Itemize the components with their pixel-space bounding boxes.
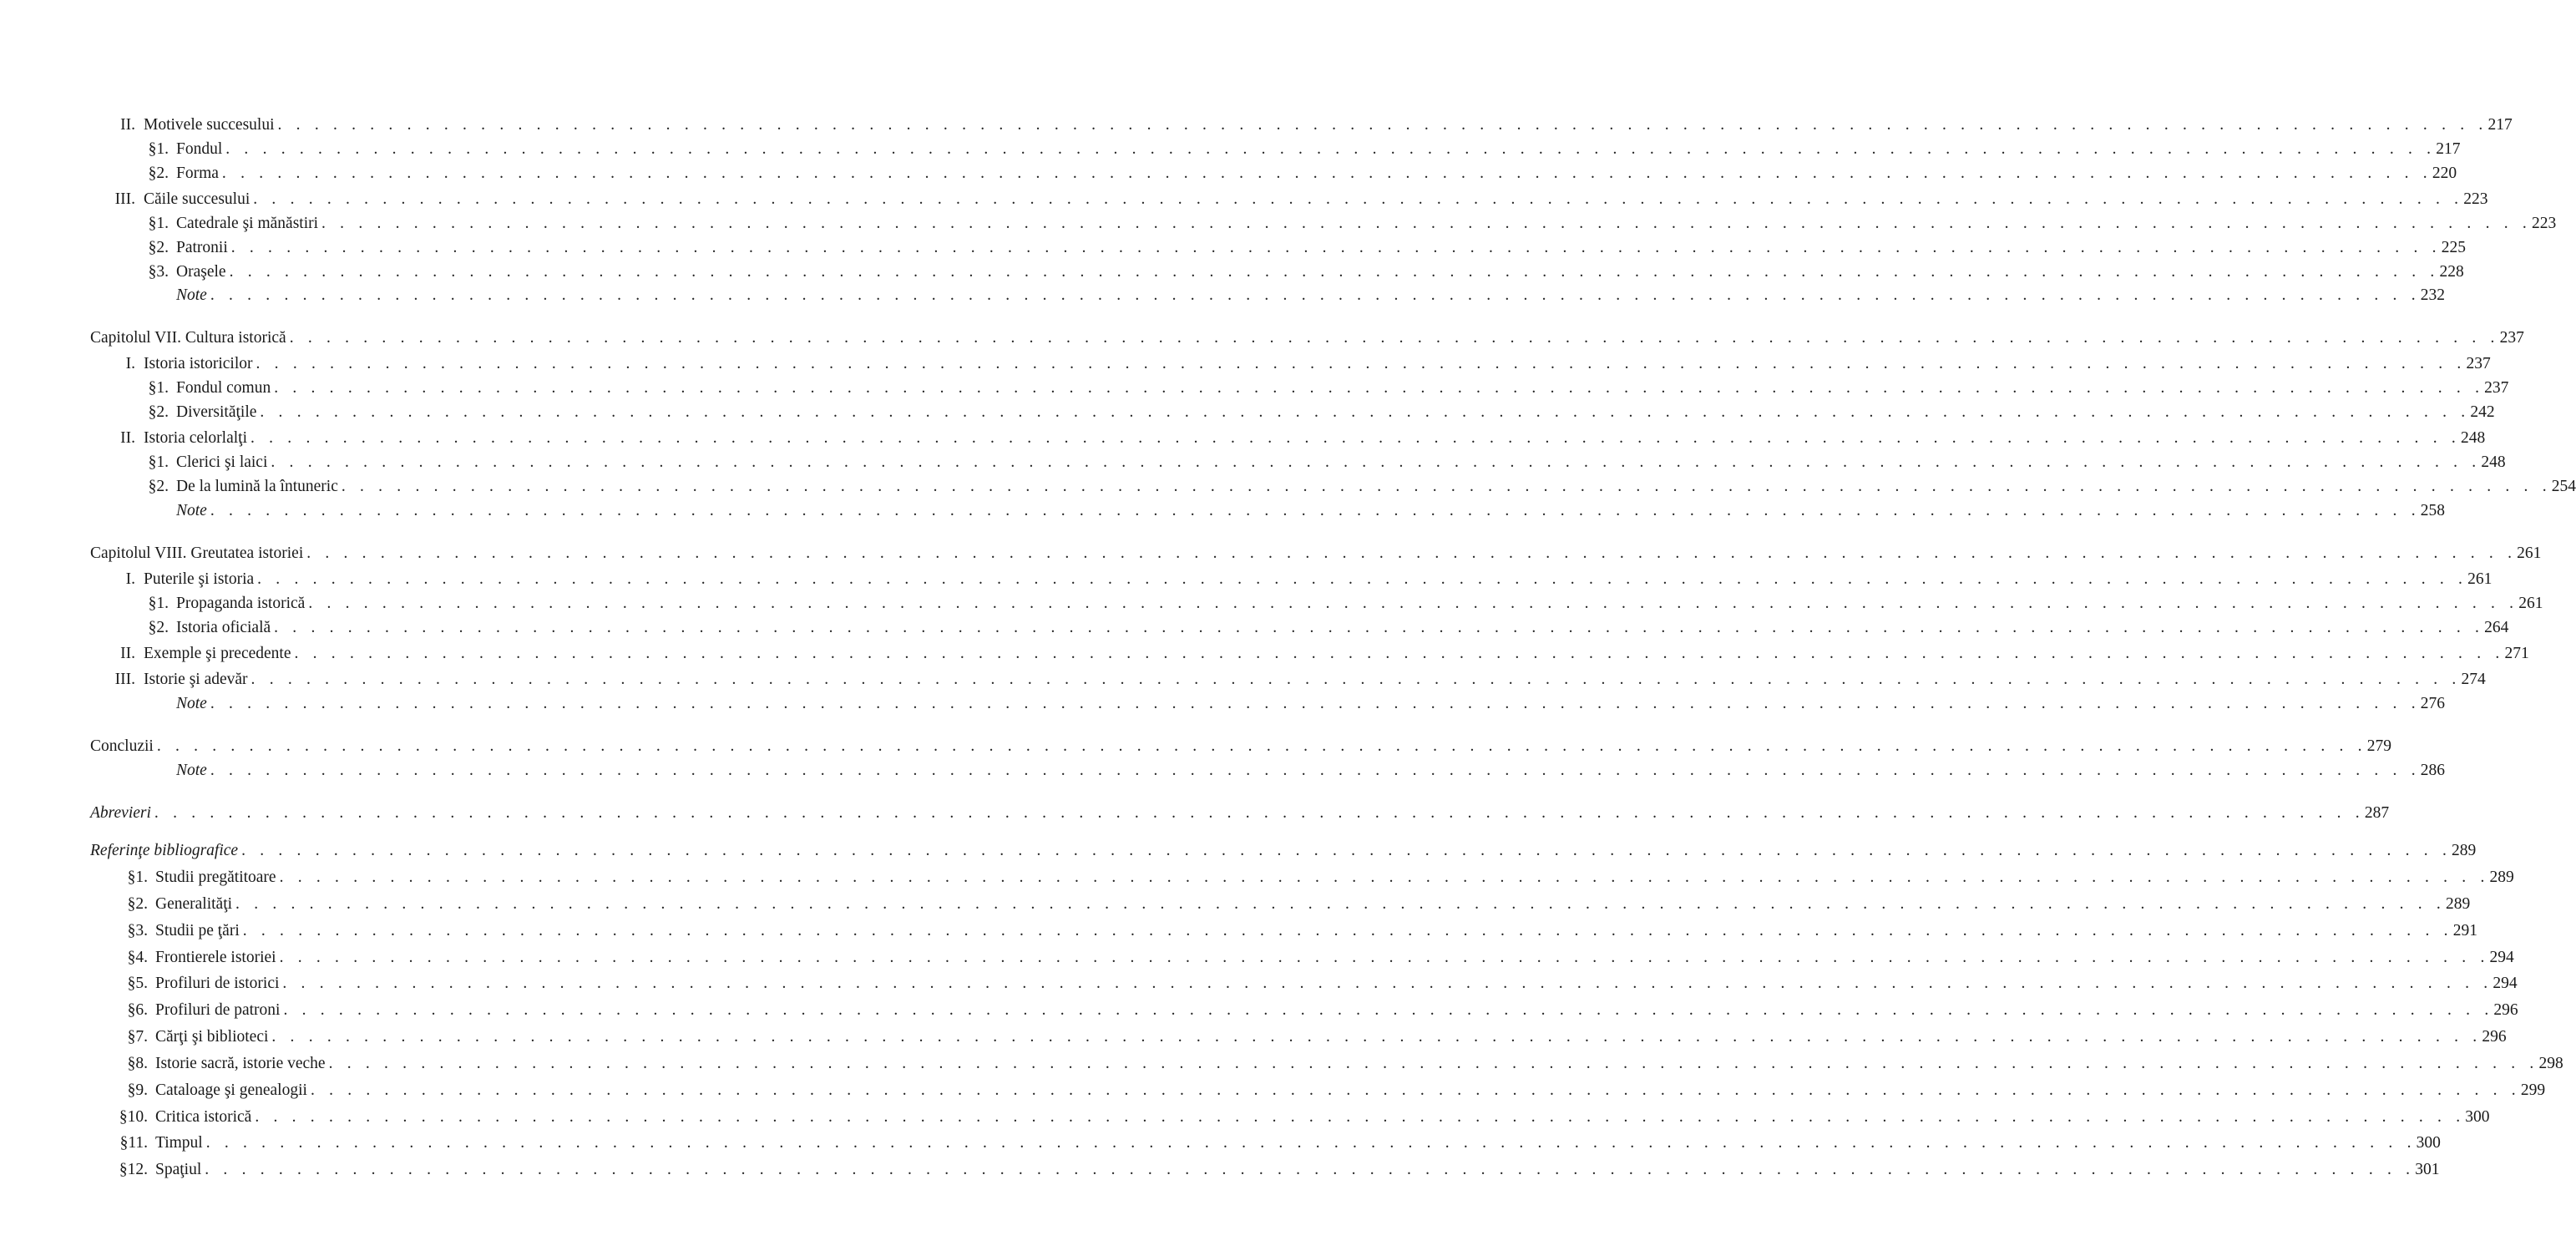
toc-entry-number: §3. bbox=[127, 922, 148, 939]
toc-entry[interactable] bbox=[0, 946, 2514, 970]
toc-entry-title: Patronii bbox=[176, 236, 231, 260]
toc-entry-page-number: 298 bbox=[2539, 1052, 2563, 1076]
dot-leader: . . . . . . . . . . . . . . . . . . . . . . . . . . . . . . . . . . . . . . . . . . . . . . . . . . . . . . . . . . . . . . . . . . . . . . . . . . . . . . . . . . . . . . . . . . . . . . . . . . . . . . . . . . . . . . . . . . . . . . . . bbox=[221, 165, 2432, 182]
dot-leader: . . . . . . . . . . . . . . . . . . . . . . . . . . . . . . . . . . . . . . . . . . . . . . . . . . . . . . . . . . . . . . . . . . . . . . . . . . . . . . . . . . . . . . . . . . . . . . . . . . . . . . . . . . . . . . . . . . . . . . . . bbox=[154, 804, 2365, 822]
toc-entry-page-number: 258 bbox=[2421, 499, 2445, 523]
toc-entry-number: §9. bbox=[127, 1081, 148, 1099]
dot-leader: . . . . . . . . . . . . . . . . . . . . . . . . . . . . . . . . . . . . . . . . . . . . . . . . . . . . . . . . . . . . . . . . . . . . . . . . . . . . . . . . . . . . . . . . . . . . . . . . . . . . . . . . . . . . . . . . . . . . . . . . bbox=[306, 544, 2518, 562]
toc-entry-page-number: 271 bbox=[2504, 642, 2528, 666]
dot-leader: . . . . . . . . . . . . . . . . . . . . . . . . . . . . . . . . . . . . . . . . . . . . . . . . . . . . . . . . . . . . . . . . . . . . . . . . . . . . . . . . . . . . . . . . . . . . . . . . . . . . . . . . . . . . . . . . . . . . . . . . bbox=[257, 570, 2468, 588]
toc-entry-title: Timpul bbox=[155, 1132, 206, 1155]
toc-entry-page-number: 223 bbox=[2532, 212, 2556, 236]
toc-entry-title: Exemple şi precedente bbox=[144, 642, 295, 666]
toc-entry-page-number: 289 bbox=[2490, 866, 2514, 889]
toc-entry-title: Forma bbox=[176, 162, 222, 185]
toc-entry[interactable] bbox=[0, 592, 2543, 615]
toc-entry-page-number: 286 bbox=[2421, 759, 2445, 782]
toc-entry-title: De la lumină la întuneric bbox=[176, 475, 342, 499]
toc-entry[interactable] bbox=[0, 401, 2495, 424]
dot-leader: . . . . . . . . . . . . . . . . . . . . . . . . . . . . . . . . . . . . . . . . . . . . . . . . . . . . . . . . . . . . . . . . . . . . . . . . . . . . . . . . . . . . . . . . . . . . . . . . . . . . . . . . . . . . . . . . . . . . . . . . bbox=[279, 949, 2490, 966]
toc-entry-page-number: 274 bbox=[2461, 668, 2485, 691]
toc-entry-title: Studii pregătitoare bbox=[155, 866, 280, 889]
toc-entry-title: Studii pe ţări bbox=[155, 919, 243, 943]
dot-leader: . . . . . . . . . . . . . . . . . . . . . . . . . . . . . . . . . . . . . . . . . . . . . . . . . . . . . . . . . . . . . . . . . . . . . . . . . . . . . . . . . . . . . . . . . . . . . . . . . . . . . . . . . . . . . . . . . . . . . . . . bbox=[210, 762, 2421, 779]
toc-entry-title: Cataloage şi genealogii bbox=[155, 1079, 311, 1102]
toc-entry[interactable] bbox=[0, 284, 2446, 307]
toc-entry-number: §2. bbox=[148, 165, 169, 182]
toc-entry-page-number: 296 bbox=[2493, 999, 2518, 1022]
dot-leader: . . . . . . . . . . . . . . . . . . . . . . . . . . . . . . . . . . . . . . . . . . . . . . . . . . . . . . . . . . . . . . . . . . . . . . . . . . . . . . . . . . . . . . . . . . . . . . . . . . . . . . . . . . . . . . . . . . . . . . . . bbox=[274, 379, 2485, 397]
toc-entry-number: §1. bbox=[148, 379, 169, 397]
toc-entry[interactable] bbox=[0, 616, 2509, 640]
toc-entry-title: Profiluri de patroni bbox=[155, 999, 283, 1022]
toc-entry-title: Capitolul VIII. Greutatea istoriei bbox=[90, 542, 306, 565]
dot-leader: . . . . . . . . . . . . . . . . . . . . . . . . . . . . . . . . . . . . . . . . . . . . . . . . . . . . . . . . . . . . . . . . . . . . . . . . . . . . . . . . . . . . . . . . . . . . . . . . . . . . . . . . . . . . . . . . . . . . . . . . bbox=[271, 453, 2482, 471]
toc-entry-page-number: 248 bbox=[2481, 451, 2505, 474]
toc-entry-title: Istoria oficială bbox=[176, 616, 274, 640]
dot-leader: . . . . . . . . . . . . . . . . . . . . . . . . . . . . . . . . . . . . . . . . . . . . . . . . . . . . . . . . . . . . . . . . . . . . . . . . . . . . . . . . . . . . . . . . . . . . . . . . . . . . . . . . . . . . . . . . . . . . . . . . bbox=[241, 842, 2452, 859]
toc-entry[interactable] bbox=[0, 114, 2513, 137]
toc-entry-number: §12. bbox=[119, 1161, 148, 1178]
toc-entry-page-number: 261 bbox=[2518, 592, 2543, 615]
toc-entry-page-number: 294 bbox=[2490, 946, 2514, 970]
toc-entry-page-number: 228 bbox=[2440, 261, 2464, 284]
toc-entry[interactable] bbox=[0, 919, 2477, 943]
dot-leader: . . . . . . . . . . . . . . . . . . . . . . . . . . . . . . . . . . . . . . . . . . . . . . . . . . . . . . . . . . . . . . . . . . . . . . . . . . . . . . . . . . . . . . . . . . . . . . . . . . . . . . . . . . . . . . . . . . . . . . . . bbox=[279, 869, 2490, 886]
toc-entry-number: I. bbox=[125, 570, 135, 588]
toc-entry-page-number: 300 bbox=[2465, 1106, 2489, 1129]
toc-entry-number: §2. bbox=[127, 895, 148, 913]
toc-entry-title: Puterile şi istoria bbox=[144, 568, 257, 591]
toc-entry-page-number: 220 bbox=[2432, 162, 2457, 185]
toc-entry-number: §7. bbox=[127, 1028, 148, 1046]
dot-leader: . . . . . . . . . . . . . . . . . . . . . . . . . . . . . . . . . . . . . . . . . . . . . . . . . . . . . . . . . . . . . . . . . . . . . . . . . . . . . . . . . . . . . . . . . . . . . . . . . . . . . . . . . . . . . . . . . . . . . . . . bbox=[230, 239, 2442, 256]
toc-entry-title: Oraşele bbox=[176, 261, 230, 284]
toc-entry-page-number: 232 bbox=[2421, 284, 2445, 307]
toc-entry-number: II. bbox=[120, 645, 135, 662]
toc-entry-number: I. bbox=[125, 355, 135, 372]
dot-leader: . . . . . . . . . . . . . . . . . . . . . . . . . . . . . . . . . . . . . . . . . . . . . . . . . . . . . . . . . . . . . . . . . . . . . . . . . . . . . . . . . . . . . . . . . . . . . . . . . . . . . . . . . . . . . . . . . . . . . . . . bbox=[283, 1001, 2494, 1019]
dot-leader: . . . . . . . . . . . . . . . . . . . . . . . . . . . . . . . . . . . . . . . . . . . . . . . . . . . . . . . . . . . . . . . . . . . . . . . . . . . . . . . . . . . . . . . . . . . . . . . . . . . . . . . . . . . . . . . . . . . . . . . . bbox=[277, 116, 2488, 134]
dot-leader: . . . . . . . . . . . . . . . . . . . . . . . . . . . . . . . . . . . . . . . . . . . . . . . . . . . . . . . . . . . . . . . . . . . . . . . . . . . . . . . . . . . . . . . . . . . . . . . . . . . . . . . . . . . . . . . . . . . . . . . . bbox=[210, 695, 2421, 712]
dot-leader: . . . . . . . . . . . . . . . . . . . . . . . . . . . . . . . . . . . . . . . . . . . . . . . . . . . . . . . . . . . . . . . . . . . . . . . . . . . . . . . . . . . . . . . . . . . . . . . . . . . . . . . . . . . . . . . . . . . . . . . . bbox=[225, 140, 2437, 158]
toc-entry-page-number: 217 bbox=[2487, 114, 2512, 137]
toc-entry[interactable] bbox=[0, 802, 2390, 825]
toc-entry-title: Critica istorică bbox=[155, 1106, 255, 1129]
toc-entry-title: Note bbox=[176, 499, 210, 523]
toc-entry-title: Fondul bbox=[176, 138, 225, 161]
toc-entry-page-number: 300 bbox=[2417, 1132, 2441, 1155]
toc-entry-number: §3. bbox=[148, 263, 169, 281]
toc-entry[interactable] bbox=[0, 692, 2446, 716]
toc-entry[interactable] bbox=[0, 735, 2392, 758]
toc-entry-page-number: 279 bbox=[2367, 735, 2391, 758]
toc-entry[interactable] bbox=[0, 866, 2514, 889]
toc-entry-number: §1. bbox=[148, 215, 169, 232]
toc-entry-page-number: 217 bbox=[2436, 138, 2460, 161]
toc-entry-title: Generalităţi bbox=[155, 893, 235, 916]
toc-entry-title: Referinţe bibliografice bbox=[90, 839, 241, 863]
toc-entry-number: II. bbox=[120, 116, 135, 134]
toc-entry-title: Note bbox=[176, 692, 210, 716]
toc-entry[interactable] bbox=[0, 1052, 2563, 1076]
toc-entry-page-number: 264 bbox=[2484, 616, 2508, 640]
toc-entry[interactable] bbox=[0, 1158, 2440, 1182]
dot-leader: . . . . . . . . . . . . . . . . . . . . . . . . . . . . . . . . . . . . . . . . . . . . . . . . . . . . . . . . . . . . . . . . . . . . . . . . . . . . . . . . . . . . . . . . . . . . . . . . . . . . . . . . . . . . . . . . . . . . . . . . bbox=[271, 1028, 2482, 1046]
toc-entry-number: §4. bbox=[127, 949, 148, 966]
toc-entry-number: III. bbox=[114, 671, 135, 688]
dot-leader: . . . . . . . . . . . . . . . . . . . . . . . . . . . . . . . . . . . . . . . . . . . . . . . . . . . . . . . . . . . . . . . . . . . . . . . . . . . . . . . . . . . . . . . . . . . . . . . . . . . . . . . . . . . . . . . . . . . . . . . . bbox=[251, 429, 2461, 447]
toc-entry-number: III. bbox=[114, 190, 135, 208]
toc-entry-page-number: 254 bbox=[2552, 475, 2576, 499]
toc-entry-number: II. bbox=[120, 429, 135, 447]
toc-entry-title: Clerici şi laici bbox=[176, 451, 271, 474]
toc-entry-title: Capitolul VII. Cultura istorică bbox=[90, 327, 290, 350]
toc-entry-title: Frontierele istoriei bbox=[155, 946, 280, 970]
toc-entry-page-number: 276 bbox=[2421, 692, 2445, 716]
toc-entry[interactable] bbox=[0, 236, 2466, 260]
toc-entry-page-number: 237 bbox=[2484, 377, 2508, 400]
toc-entry[interactable] bbox=[0, 327, 2524, 350]
dot-leader: . . . . . . . . . . . . . . . . . . . . . . . . . . . . . . . . . . . . . . . . . . . . . . . . . . . . . . . . . . . . . . . . . . . . . . . . . . . . . . . . . . . . . . . . . . . . . . . . . . . . . . . . . . . . . . . . . . . . . . . . bbox=[321, 215, 2532, 232]
toc-entry[interactable] bbox=[0, 542, 2542, 565]
toc-entry-number: §8. bbox=[127, 1055, 148, 1072]
toc-entry[interactable] bbox=[0, 427, 2486, 450]
toc-entry-page-number: 294 bbox=[2492, 972, 2517, 995]
toc-entry-number: §1. bbox=[148, 140, 169, 158]
toc-entry-title: Note bbox=[176, 759, 210, 782]
dot-leader: . . . . . . . . . . . . . . . . . . . . . . . . . . . . . . . . . . . . . . . . . . . . . . . . . . . . . . . . . . . . . . . . . . . . . . . . . . . . . . . . . . . . . . . . . . . . . . . . . . . . . . . . . . . . . . . . . . . . . . . . bbox=[253, 190, 2464, 208]
toc-entry[interactable] bbox=[0, 352, 2491, 376]
dot-leader: . . . . . . . . . . . . . . . . . . . . . . . . . . . . . . . . . . . . . . . . . . . . . . . . . . . . . . . . . . . . . . . . . . . . . . . . . . . . . . . . . . . . . . . . . . . . . . . . . . . . . . . . . . . . . . . . . . . . . . . . bbox=[251, 671, 2462, 688]
dot-leader: . . . . . . . . . . . . . . . . . . . . . . . . . . . . . . . . . . . . . . . . . . . . . . . . . . . . . . . . . . . . . . . . . . . . . . . . . . . . . . . . . . . . . . . . . . . . . . . . . . . . . . . . . . . . . . . . . . . . . . . . bbox=[260, 403, 2471, 421]
toc-entry-page-number: 299 bbox=[2521, 1079, 2545, 1102]
dot-leader: . . . . . . . . . . . . . . . . . . . . . . . . . . . . . . . . . . . . . . . . . . . . . . . . . . . . . . . . . . . . . . . . . . . . . . . . . . . . . . . . . . . . . . . . . . . . . . . . . . . . . . . . . . . . . . . . . . . . . . . . bbox=[274, 619, 2485, 636]
toc-entry-title: Propaganda istorică bbox=[176, 592, 308, 615]
toc-entry[interactable] bbox=[0, 1132, 2441, 1155]
toc-entry[interactable] bbox=[0, 972, 2518, 995]
toc-entry[interactable] bbox=[0, 1106, 2490, 1129]
toc-entry-page-number: 237 bbox=[2500, 327, 2524, 350]
toc-entry-title: Profiluri de istorici bbox=[155, 972, 282, 995]
toc-entry-number: §2. bbox=[148, 239, 169, 256]
toc-entry[interactable] bbox=[0, 499, 2446, 523]
dot-leader: . . . . . . . . . . . . . . . . . . . . . . . . . . . . . . . . . . . . . . . . . . . . . . . . . . . . . . . . . . . . . . . . . . . . . . . . . . . . . . . . . . . . . . . . . . . . . . . . . . . . . . . . . . . . . . . . . . . . . . . . bbox=[256, 355, 2467, 372]
toc-entry[interactable] bbox=[0, 162, 2457, 185]
toc-entry[interactable] bbox=[0, 642, 2529, 666]
toc-entry[interactable] bbox=[0, 261, 2464, 284]
toc-entry[interactable] bbox=[0, 839, 2477, 863]
toc-entry-title: Căile succesului bbox=[144, 188, 253, 211]
toc-entry[interactable] bbox=[0, 138, 2461, 161]
toc-entry-number: §11. bbox=[119, 1134, 148, 1152]
dot-leader: . . . . . . . . . . . . . . . . . . . . . . . . . . . . . . . . . . . . . . . . . . . . . . . . . . . . . . . . . . . . . . . . . . . . . . . . . . . . . . . . . . . . . . . . . . . . . . . . . . . . . . . . . . . . . . . . . . . . . . . . bbox=[341, 478, 2552, 495]
toc-entry-title: Istoria istoricilor bbox=[144, 352, 256, 376]
toc-entry-number: §10. bbox=[119, 1108, 148, 1126]
toc-entry[interactable] bbox=[0, 893, 2471, 916]
toc-entry[interactable] bbox=[0, 188, 2488, 211]
toc-entry-number: §6. bbox=[127, 1001, 148, 1019]
toc-entry-number: §1. bbox=[127, 869, 148, 886]
toc-entry-page-number: 237 bbox=[2466, 352, 2490, 376]
dot-leader: . . . . . . . . . . . . . . . . . . . . . . . . . . . . . . . . . . . . . . . . . . . . . . . . . . . . . . . . . . . . . . . . . . . . . . . . . . . . . . . . . . . . . . . . . . . . . . . . . . . . . . . . . . . . . . . . . . . . . . . . bbox=[289, 329, 2500, 347]
toc-entry-page-number: 287 bbox=[2365, 802, 2389, 825]
toc-entry-page-number: 248 bbox=[2461, 427, 2485, 450]
toc-entry-page-number: 225 bbox=[2442, 236, 2466, 260]
toc-entry-page-number: 261 bbox=[2517, 542, 2541, 565]
toc-entry-number: §2. bbox=[148, 619, 169, 636]
toc-entry-title: Diversităţile bbox=[176, 401, 260, 424]
toc-entry[interactable] bbox=[0, 568, 2492, 591]
dot-leader: . . . . . . . . . . . . . . . . . . . . . . . . . . . . . . . . . . . . . . . . . . . . . . . . . . . . . . . . . . . . . . . . . . . . . . . . . . . . . . . . . . . . . . . . . . . . . . . . . . . . . . . . . . . . . . . . . . . . . . . . bbox=[242, 922, 2453, 939]
dot-leader: . . . . . . . . . . . . . . . . . . . . . . . . . . . . . . . . . . . . . . . . . . . . . . . . . . . . . . . . . . . . . . . . . . . . . . . . . . . . . . . . . . . . . . . . . . . . . . . . . . . . . . . . . . . . . . . . . . . . . . . . bbox=[205, 1134, 2417, 1152]
toc-entry-page-number: 296 bbox=[2482, 1026, 2506, 1049]
toc-entry-page-number: 289 bbox=[2446, 893, 2470, 916]
toc-entry-page-number: 261 bbox=[2467, 568, 2492, 591]
toc-entry-title: Note bbox=[176, 284, 210, 307]
dot-leader: . . . . . . . . . . . . . . . . . . . . . . . . . . . . . . . . . . . . . . . . . . . . . . . . . . . . . . . . . . . . . . . . . . . . . . . . . . . . . . . . . . . . . . . . . . . . . . . . . . . . . . . . . . . . . . . . . . . . . . . . bbox=[294, 645, 2505, 662]
dot-leader: . . . . . . . . . . . . . . . . . . . . . . . . . . . . . . . . . . . . . . . . . . . . . . . . . . . . . . . . . . . . . . . . . . . . . . . . . . . . . . . . . . . . . . . . . . . . . . . . . . . . . . . . . . . . . . . . . . . . . . . . bbox=[328, 1055, 2539, 1072]
toc-entry-number: §1. bbox=[148, 453, 169, 471]
dot-leader: . . . . . . . . . . . . . . . . . . . . . . . . . . . . . . . . . . . . . . . . . . . . . . . . . . . . . . . . . . . . . . . . . . . . . . . . . . . . . . . . . . . . . . . . . . . . . . . . . . . . . . . . . . . . . . . . . . . . . . . . bbox=[308, 595, 2519, 612]
toc-entry-page-number: 242 bbox=[2470, 401, 2494, 424]
toc-entry-title: Spaţiul bbox=[155, 1158, 205, 1182]
toc-entry-title: Concluzii bbox=[90, 735, 157, 758]
toc-entry[interactable] bbox=[0, 999, 2518, 1022]
toc-entry[interactable] bbox=[0, 668, 2486, 691]
toc-entry[interactable] bbox=[0, 759, 2446, 782]
toc-entry-page-number: 301 bbox=[2415, 1158, 2439, 1182]
toc-entry[interactable] bbox=[0, 377, 2509, 400]
toc-entry-number: §2. bbox=[148, 478, 169, 495]
toc-entry-title: Abrevieri bbox=[90, 802, 154, 825]
dot-leader: . . . . . . . . . . . . . . . . . . . . . . . . . . . . . . . . . . . . . . . . . . . . . . . . . . . . . . . . . . . . . . . . . . . . . . . . . . . . . . . . . . . . . . . . . . . . . . . . . . . . . . . . . . . . . . . . . . . . . . . . bbox=[210, 502, 2421, 519]
toc-entry-title: Cărţi şi biblioteci bbox=[155, 1026, 271, 1049]
dot-leader: . . . . . . . . . . . . . . . . . . . . . . . . . . . . . . . . . . . . . . . . . . . . . . . . . . . . . . . . . . . . . . . . . . . . . . . . . . . . . . . . . . . . . . . . . . . . . . . . . . . . . . . . . . . . . . . . . . . . . . . . bbox=[310, 1081, 2521, 1099]
toc-entry-title: Istorie sacră, istorie veche bbox=[155, 1052, 329, 1076]
toc-entry-title: Istoria celorlalţi bbox=[144, 427, 251, 450]
toc-entry-title: Istorie şi adevăr bbox=[144, 668, 251, 691]
dot-leader: . . . . . . . . . . . . . . . . . . . . . . . . . . . . . . . . . . . . . . . . . . . . . . . . . . . . . . . . . . . . . . . . . . . . . . . . . . . . . . . . . . . . . . . . . . . . . . . . . . . . . . . . . . . . . . . . . . . . . . . . bbox=[282, 975, 2493, 992]
toc-entry-title: Motivele succesului bbox=[144, 114, 278, 137]
toc-entry-title: Catedrale şi mănăstiri bbox=[176, 212, 321, 236]
toc-entry[interactable] bbox=[0, 451, 2506, 474]
dot-leader: . . . . . . . . . . . . . . . . . . . . . . . . . . . . . . . . . . . . . . . . . . . . . . . . . . . . . . . . . . . . . . . . . . . . . . . . . . . . . . . . . . . . . . . . . . . . . . . . . . . . . . . . . . . . . . . . . . . . . . . . bbox=[255, 1108, 2466, 1126]
dot-leader: . . . . . . . . . . . . . . . . . . . . . . . . . . . . . . . . . . . . . . . . . . . . . . . . . . . . . . . . . . . . . . . . . . . . . . . . . . . . . . . . . . . . . . . . . . . . . . . . . . . . . . . . . . . . . . . . . . . . . . . . bbox=[205, 1161, 2416, 1178]
toc-entry-number: §5. bbox=[127, 975, 148, 992]
toc-entry-title: Fondul comun bbox=[176, 377, 274, 400]
toc-entry-number: §1. bbox=[148, 595, 169, 612]
dot-leader: . . . . . . . . . . . . . . . . . . . . . . . . . . . . . . . . . . . . . . . . . . . . . . . . . . . . . . . . . . . . . . . . . . . . . . . . . . . . . . . . . . . . . . . . . . . . . . . . . . . . . . . . . . . . . . . . . . . . . . . . bbox=[229, 263, 2440, 281]
toc-entry[interactable] bbox=[0, 1026, 2507, 1049]
toc-entry[interactable] bbox=[0, 1079, 2546, 1102]
toc-entry-page-number: 223 bbox=[2463, 188, 2487, 211]
dot-leader: . . . . . . . . . . . . . . . . . . . . . . . . . . . . . . . . . . . . . . . . . . . . . . . . . . . . . . . . . . . . . . . . . . . . . . . . . . . . . . . . . . . . . . . . . . . . . . . . . . . . . . . . . . . . . . . . . . . . . . . . bbox=[210, 286, 2421, 304]
dot-leader: . . . . . . . . . . . . . . . . . . . . . . . . . . . . . . . . . . . . . . . . . . . . . . . . . . . . . . . . . . . . . . . . . . . . . . . . . . . . . . . . . . . . . . . . . . . . . . . . . . . . . . . . . . . . . . . . . . . . . . . . bbox=[235, 895, 2446, 913]
dot-leader: . . . . . . . . . . . . . . . . . . . . . . . . . . . . . . . . . . . . . . . . . . . . . . . . . . . . . . . . . . . . . . . . . . . . . . . . . . . . . . . . . . . . . . . . . . . . . . . . . . . . . . . . . . . . . . . . . . . . . . . . bbox=[156, 737, 2367, 755]
toc-entry-page-number: 291 bbox=[2453, 919, 2477, 943]
toc-entry-page-number: 289 bbox=[2452, 839, 2476, 863]
toc-entry[interactable] bbox=[0, 475, 2576, 499]
toc-entry-number: §2. bbox=[148, 403, 169, 421]
toc-entry[interactable] bbox=[0, 212, 2557, 236]
